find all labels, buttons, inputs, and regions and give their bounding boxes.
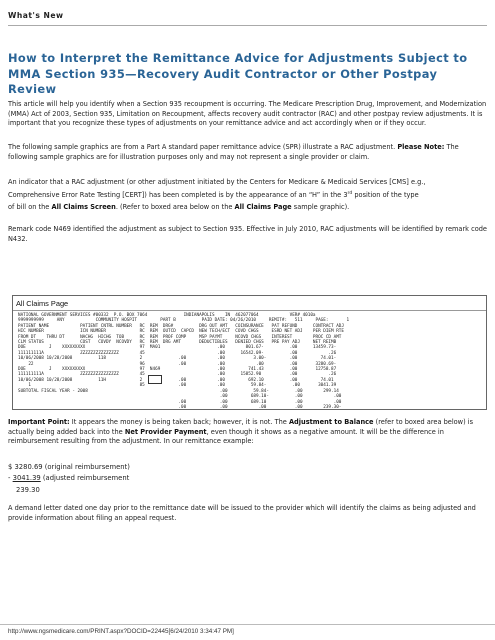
remittance-lines (18, 313, 349, 410)
paragraph-sample-graphics (8, 143, 488, 162)
all-claims-screen-label: All Claims Screen (51, 203, 116, 211)
remittance-line: NATIONAL GOVERNMENT SERVICES #00332 P.O. BOX 7064 INDIANAPOLIS IN 462077064 VER# 4010a (18, 313, 316, 318)
remittance-line: 111111111A ZZZZZZZZZZZZZZZ 45 .00 15852.90 .00 .26 (18, 372, 337, 378)
sample-graphics-text: The following sample graphics are from a Part A standard paper remittance advice (SPR) illustrate a RAC adjustment. (8, 143, 398, 151)
calc-adjusted (8, 474, 129, 484)
remittance-line: 9999999999 ANY COMMUNITY HOSPIT PART B PAID DATE: 04/26/2010 REMIT#: 511 PAGE: 1 (18, 318, 350, 324)
section-label: What's New (8, 11, 64, 20)
remittance-line: 111111111A ZZZZZZZZZZZZZZZ 45 .00 16542.09- .00 .26 (18, 350, 337, 356)
indicator-text: Comprehensive Error Rate Testing [CERT]) has been completed is by the appearance of an “H” in the 3 (8, 191, 348, 199)
remittance-line: 22 96 .00 .00 .00 .00 3280.69- (18, 361, 337, 367)
paragraph-remark-code: Remark code N469 identified the adjustment as subject to Section 935. Effective in July 2010, RAC adjustments will be identified by remark code N432. (8, 225, 487, 243)
sample-title-divider (13, 310, 486, 311)
remittance-line: .00 .00 .00 .00 239.30- (18, 404, 342, 410)
all-claims-page-label: All Claims Page (234, 203, 292, 211)
footer-divider (0, 624, 495, 625)
calc-original: $ 3280.69 (original reimbursement) (8, 463, 130, 471)
paragraph-demand-letter: A demand letter dated one day prior to the remittance date will be issued to the provider which will identify the claims as being adjusted and provide information about filing an appeal request. (8, 504, 476, 522)
please-note-text: The following sample graphics are for illustration purposes only and may not represent a single provider or claim. (8, 143, 459, 161)
remittance-line: CLM STATUS COST COVDY NCOVDY RC REM DRG AMT DEDUCTIBLES DENIED CHGS PRE PAY ADJ NET REIMB (18, 340, 337, 346)
ordinal-suffix: rd (347, 190, 353, 196)
adjustment-to-balance-label: Adjustment to Balance (288, 418, 374, 426)
net-provider-payment-label: Net Provider Payment (124, 427, 207, 436)
remittance-line: DOE J XXXXXXXXX 97 MA01 .00 801.67- .00 13459.73- (18, 345, 337, 351)
remittance-line: PATIENT NAME PATIENT CNTRL NUMBER RC REM DRG# DRG OUT AMT COINSURANCE PAT REFUND CONTRACT ADJ (18, 323, 344, 329)
paragraph-intro: This article will help you identify when a Section 935 recoupment is occurring. The Medicare Prescription Drug, Improvement, and Modernization (MMA) Act of 2003, Section 935, Limitation on Recoupment, affects recovery audit contractor (RAC) and other postpay review adjustments. It is important that you recognize these types of adjustments on your remittance advice and act accordingly when or if they occur. (8, 100, 487, 128)
footer-url: http://www.ngsmedicare.com/PRINT.aspx?DOCID=22445[6/24/2010 3:34:47 PM] (8, 628, 234, 635)
calc-difference: 239.30 (16, 486, 40, 494)
paragraph-indicator: An indicator that a RAC adjustment (or other adjustment initiated by the Centers for Medicare & Medicaid Services [CMS] e.g., (8, 178, 426, 186)
all-claims-page-sample (12, 295, 487, 410)
top-divider (8, 25, 487, 26)
paragraph-indicator-end (8, 203, 488, 213)
remittance-line: 10/06/2008 10/28/2008 11H 2 .00 .00 692.10 .00 74.01 (18, 377, 334, 383)
article-title: How to Interpret the Remittance Advice for Adjustments Subject to MMA Section 935—Recovery Audit Contractor or Other Postpay Review (8, 51, 468, 97)
remittance-line: .00 689.10- .00 .00 (18, 394, 342, 400)
remittance-line: HIC NUMBER ICN NUMBER RC REM OUTCD CAPCD NEW TECH/ECT COVD CHGS ESRD NET ADJ PER DIEM RTE (18, 329, 344, 335)
important-text-1: It appears the money is being taken back; however, it is not. The (69, 418, 289, 426)
remittance-line: FROM DT THRU DT NACHG HICHG TOB RC REM PROF COMP MSP PAYMT NCOVD CHGS INTEREST PROC CD AMT (18, 334, 342, 340)
indicator-ref-text-3: sample graphic). (291, 203, 350, 211)
remittance-line: .00 .00 689.10 .00 .00 (18, 399, 342, 405)
paragraph-indicator-cont (8, 191, 488, 201)
indicator-ref-text-2: . (Refer to boxed area below on the (115, 203, 235, 211)
calc-adjusted-label: (adjusted reimbursement (40, 474, 130, 482)
important-text-3: , even though it shows as a negative amount. It will be the difference in reimbursement resulting from the adjustment. In our remittance example: (8, 427, 444, 446)
important-point-label: Important Point: (8, 418, 70, 426)
remittance-line: 1 85 .00 .00 59.84- .00 3041.39 (18, 383, 337, 389)
please-note-label: Please Note: (397, 143, 445, 151)
indicator-ref-text: of bill on the (8, 203, 52, 211)
calc-adjusted-amount: 3041.39 (12, 474, 41, 482)
calc-minus: - (8, 474, 13, 482)
indicator-text-2: position of the type (352, 191, 419, 199)
sample-title: All Claims Page (16, 299, 69, 308)
remittance-line: DOE J XXXXXXXXX 97 N469 .00 741.43 .00 12758.87 (18, 367, 337, 373)
tob-highlight-box (148, 375, 162, 384)
remittance-line: 10/06/2008 10/28/2008 118 2 .00 .00 3.00- .00 74.01- (18, 356, 337, 362)
important-text-2: (refer to boxed area below) is actually being added back into the (8, 418, 474, 436)
remittance-line: SUBTOTAL FISCAL YEAR - 2008 .00 59.84- .00 299.14 (18, 388, 339, 394)
paragraph-important-point (8, 418, 488, 447)
